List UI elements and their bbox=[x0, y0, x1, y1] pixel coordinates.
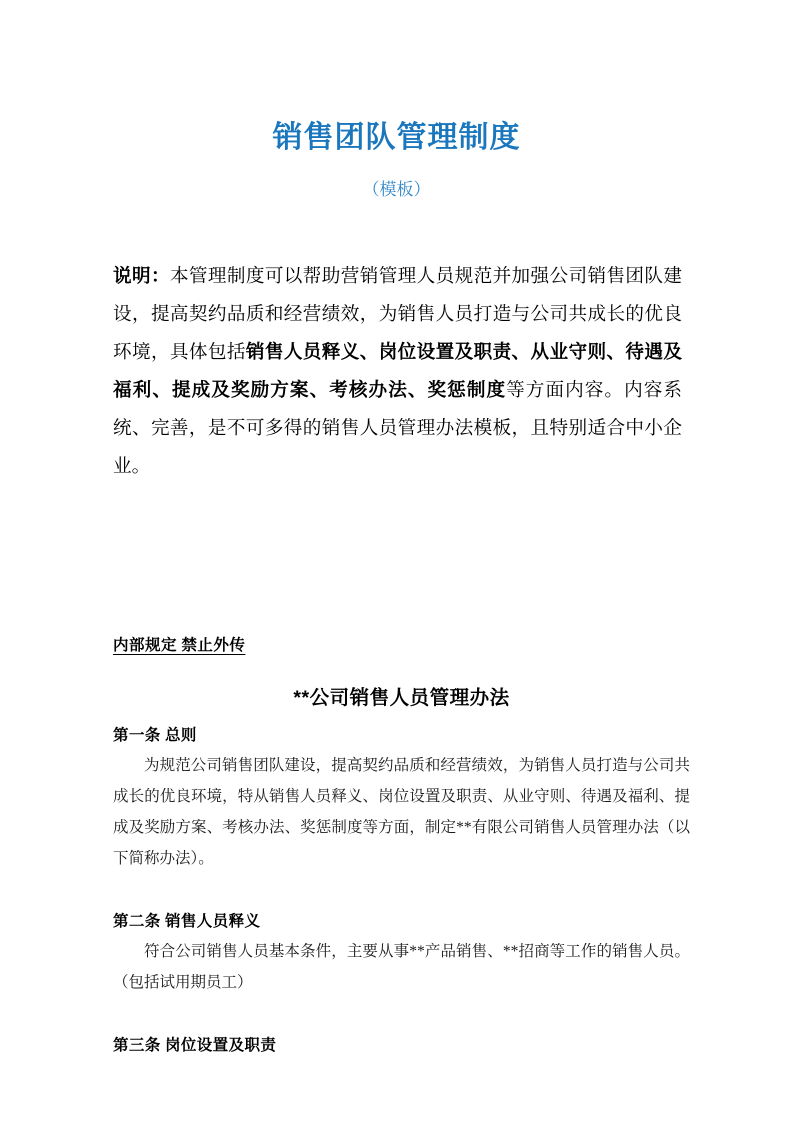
confidential-notice: 内部规定 禁止外传 bbox=[113, 637, 246, 655]
intro-text-part2: 等方面内容。内容系统、完善，是不可多得的销售人员管理办法模板，且特别适合中小企业。 bbox=[113, 379, 682, 477]
intro-lead-label: 说明： bbox=[113, 265, 170, 287]
intro-paragraph bbox=[113, 257, 682, 485]
page-title: 销售团队管理制度 bbox=[272, 121, 521, 154]
inner-document-section bbox=[113, 635, 690, 1059]
clause-heading-3: 第三条 岗位设置及职责 bbox=[113, 1037, 277, 1055]
cover-section bbox=[0, 0, 793, 485]
intro-text-part1: 本管理制度可以帮助营销管理人员规范并加强公司销售团队建设，提高契约品质和经营绩效，为销售人员打造与公司共成长的优良环境，具体包括 bbox=[113, 265, 682, 363]
clause-heading-2: 第二条 销售人员释义 bbox=[113, 913, 261, 931]
clause-body-2: 符合公司销售人员基本条件，主要从事**产品销售、**招商等工作的销售人员。（包括试用期员工） bbox=[113, 943, 690, 992]
page-subtitle: （模板） bbox=[362, 180, 431, 199]
intro-emphasis: 销售人员释义、岗位设置及职责、从业守则、待遇及福利、提成及奖励方案、考核办法、奖惩制度 bbox=[113, 341, 682, 401]
confidential-notice-wrap bbox=[113, 635, 690, 657]
clause-heading-1: 第一条 总则 bbox=[113, 727, 197, 745]
clause-body-1: 为规范公司销售团队建设，提高契约品质和经营绩效，为销售人员打造与公司共成长的优良环境，特从销售人员释义、岗位设置及职责、从业守则、待遇及福利、提成及奖励方案、考核办法、奖惩制度等方面，制定**有限公司销售人员管理办法（以下简称办法）。 bbox=[113, 757, 690, 868]
inner-document-title: **公司销售人员管理办法 bbox=[293, 686, 510, 709]
